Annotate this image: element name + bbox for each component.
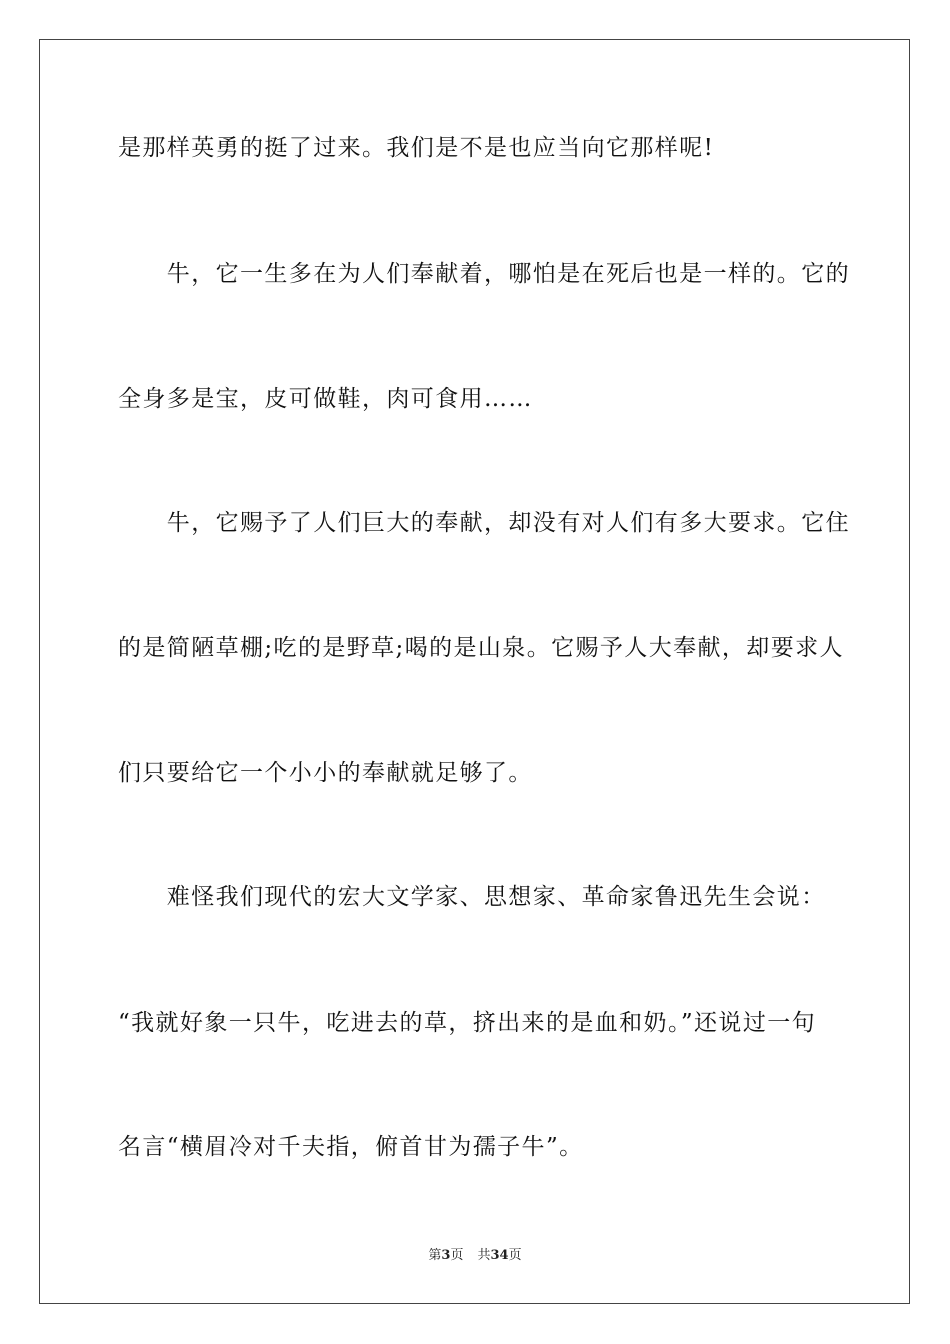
total-suffix: 页 [508,1248,522,1263]
body-text-line: 是那样英勇的挺了过来。我们是不是也应当向它那样呢! [118,135,715,161]
body-text-line: 牛，它一生多在为人们奉献着，哪怕是在死后也是一样的。它的 [118,261,850,287]
body-text-line: “我就好象一只牛，吃进去的草，挤出来的是血和奶。”还说过一句 [118,1010,817,1036]
body-text-line: 们只要给它一个小小的奉献就足够了。 [118,760,533,786]
page-border [39,39,910,1304]
page-suffix: 页 [450,1248,464,1263]
total-prefix: 共 [477,1248,491,1263]
page-footer [0,1247,950,1265]
body-text-line: 牛，它赐予了人们巨大的奉献，却没有对人们有多大要求。它住 [118,510,850,536]
page-number: 3 [441,1248,451,1263]
page-prefix: 第 [428,1248,442,1263]
body-text-line: 名言“横眉冷对千夫指，俯首甘为孺子牛”。 [118,1134,584,1160]
body-text-line: 全身多是宝，皮可做鞋，肉可食用…… [118,386,533,412]
total-pages: 34 [490,1248,509,1263]
body-text-line: 难怪我们现代的宏大文学家、思想家、革命家鲁迅先生会说： [118,884,826,910]
body-text-line: 的是简陋草棚;吃的是野草;喝的是山泉。它赐予人大奉献，却要求人 [118,635,844,661]
